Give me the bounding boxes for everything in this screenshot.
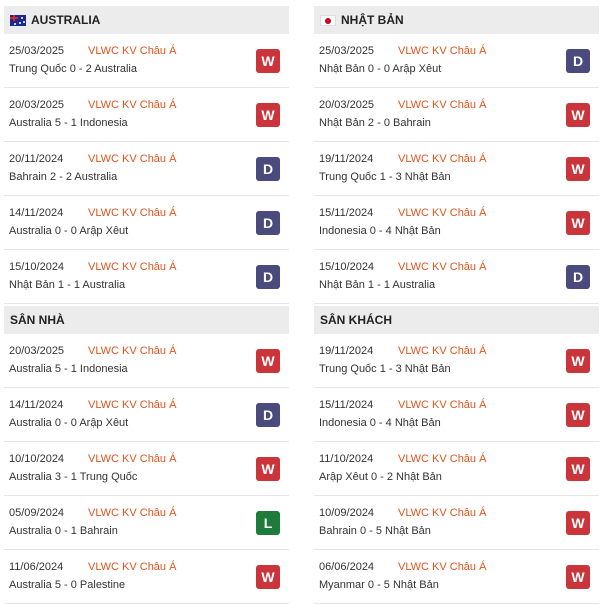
match-score: Australia 0 - 0 Arập Xêut <box>9 417 129 429</box>
result-badge: W <box>566 565 590 589</box>
match-row[interactable] <box>314 196 599 250</box>
result-badge: D <box>256 265 280 289</box>
match-date: 14/11/2024 <box>9 207 64 219</box>
match-date: 10/10/2024 <box>9 453 65 465</box>
match-score: Indonesia 0 - 4 Nhật Bản <box>319 417 441 429</box>
match-score: Trung Quốc 0 - 2 Australia <box>9 63 137 75</box>
result-badge: W <box>256 103 280 127</box>
competition-name: VLWC KV Châu Á <box>398 561 487 573</box>
panel-title: AUSTRALIA <box>31 13 101 27</box>
match-row[interactable] <box>4 496 289 550</box>
match-date: 25/03/2025 <box>319 45 375 57</box>
match-row[interactable] <box>4 550 289 604</box>
result-badge: D <box>256 403 280 427</box>
match-date: 15/10/2024 <box>319 261 375 273</box>
match-score: Australia 3 - 1 Trung Quốc <box>9 471 138 483</box>
panel-title: NHẬT BẢN <box>341 13 404 27</box>
match-row[interactable] <box>4 442 289 496</box>
result-badge: W <box>566 457 590 481</box>
match-date: 06/06/2024 <box>319 561 375 573</box>
result-badge: W <box>566 157 590 181</box>
competition-name: VLWC KV Châu Á <box>88 153 177 165</box>
result-badge: W <box>256 457 280 481</box>
competition-name: VLWC KV Châu Á <box>88 561 177 573</box>
match-row[interactable] <box>314 250 599 304</box>
match-score: Bahrain 2 - 2 Australia <box>9 171 118 183</box>
result-badge: L <box>256 511 280 535</box>
competition-name: VLWC KV Châu Á <box>88 399 177 411</box>
result-badge: D <box>566 49 590 73</box>
match-score: Arập Xêut 0 - 2 Nhật Bản <box>319 471 442 483</box>
match-date: 15/11/2024 <box>319 207 374 219</box>
competition-name: VLWC KV Châu Á <box>398 507 487 519</box>
match-date: 10/09/2024 <box>319 507 375 519</box>
panel-japan-recent <box>314 6 599 304</box>
competition-name: VLWC KV Châu Á <box>88 345 177 357</box>
result-badge: W <box>566 349 590 373</box>
competition-name: VLWC KV Châu Á <box>398 345 487 357</box>
match-score: Trung Quốc 1 - 3 Nhật Bản <box>319 171 451 183</box>
result-badge: D <box>256 211 280 235</box>
match-row[interactable] <box>314 496 599 550</box>
competition-name: VLWC KV Châu Á <box>88 261 177 273</box>
result-badge: W <box>566 511 590 535</box>
match-row[interactable] <box>314 550 599 604</box>
match-score: Trung Quốc 1 - 3 Nhật Bản <box>319 363 451 375</box>
match-score: Nhật Bản 0 - 0 Arập Xêut <box>319 63 442 75</box>
result-badge: W <box>256 349 280 373</box>
match-date: 20/03/2025 <box>9 99 65 111</box>
match-row[interactable] <box>314 388 599 442</box>
match-date: 11/10/2024 <box>319 453 374 465</box>
panel-header <box>4 6 289 34</box>
competition-name: VLWC KV Châu Á <box>398 207 487 219</box>
match-row[interactable] <box>4 196 289 250</box>
australia-flag-icon <box>10 15 26 26</box>
panel-title: SÂN NHÀ <box>10 313 65 327</box>
match-row[interactable] <box>4 334 289 388</box>
result-badge: W <box>256 49 280 73</box>
result-badge: D <box>566 265 590 289</box>
match-score: Australia 5 - 0 Palestine <box>9 579 126 591</box>
match-date: 05/09/2024 <box>9 507 65 519</box>
match-date: 15/10/2024 <box>9 261 65 273</box>
match-row[interactable] <box>4 142 289 196</box>
match-row[interactable] <box>314 442 599 496</box>
match-score: Nhật Bản 1 - 1 Australia <box>319 279 436 291</box>
match-date: 25/03/2025 <box>9 45 65 57</box>
match-date: 19/11/2024 <box>319 153 374 165</box>
panel-header <box>4 306 289 334</box>
competition-name: VLWC KV Châu Á <box>398 453 487 465</box>
match-score: Myanmar 0 - 5 Nhật Bản <box>319 579 439 591</box>
result-badge: W <box>566 211 590 235</box>
competition-name: VLWC KV Châu Á <box>398 261 487 273</box>
competition-name: VLWC KV Châu Á <box>398 45 487 57</box>
match-row[interactable] <box>4 250 289 304</box>
competition-name: VLWC KV Châu Á <box>88 99 177 111</box>
match-row[interactable] <box>4 388 289 442</box>
match-score: Nhật Bản 1 - 1 Australia <box>9 279 126 291</box>
match-score: Bahrain 0 - 5 Nhật Bản <box>319 525 431 537</box>
competition-name: VLWC KV Châu Á <box>398 153 487 165</box>
japan-flag-icon <box>320 15 336 26</box>
match-date: 20/11/2024 <box>9 153 64 165</box>
result-badge: W <box>256 565 280 589</box>
match-date: 14/11/2024 <box>9 399 64 411</box>
match-row[interactable] <box>314 142 599 196</box>
result-badge: D <box>256 157 280 181</box>
panel-australia-recent <box>4 6 289 304</box>
competition-name: VLWC KV Châu Á <box>88 45 177 57</box>
panel-away-matches <box>314 306 599 604</box>
match-row[interactable] <box>314 334 599 388</box>
result-badge: W <box>566 103 590 127</box>
match-date: 20/03/2025 <box>319 99 375 111</box>
competition-name: VLWC KV Châu Á <box>88 453 177 465</box>
match-date: 11/06/2024 <box>9 561 64 573</box>
match-date: 20/03/2025 <box>9 345 65 357</box>
competition-name: VLWC KV Châu Á <box>398 99 487 111</box>
match-row[interactable] <box>314 88 599 142</box>
match-date: 19/11/2024 <box>319 345 374 357</box>
match-row[interactable] <box>4 34 289 88</box>
competition-name: VLWC KV Châu Á <box>88 507 177 519</box>
competition-name: VLWC KV Châu Á <box>88 207 177 219</box>
panel-home-matches <box>4 306 289 604</box>
match-date: 15/11/2024 <box>319 399 374 411</box>
panel-header <box>314 306 599 334</box>
panel-title: SÂN KHÁCH <box>320 313 392 327</box>
match-score: Australia 0 - 1 Bahrain <box>9 525 118 537</box>
result-badge: W <box>566 403 590 427</box>
match-score: Nhật Bản 2 - 0 Bahrain <box>319 117 431 129</box>
panel-header <box>314 6 599 34</box>
competition-name: VLWC KV Châu Á <box>398 399 487 411</box>
match-score: Australia 5 - 1 Indonesia <box>9 363 128 375</box>
match-row[interactable] <box>4 88 289 142</box>
match-row[interactable] <box>314 34 599 88</box>
match-score: Australia 0 - 0 Arập Xêut <box>9 225 129 237</box>
match-score: Australia 5 - 1 Indonesia <box>9 117 128 129</box>
match-score: Indonesia 0 - 4 Nhật Bản <box>319 225 441 237</box>
